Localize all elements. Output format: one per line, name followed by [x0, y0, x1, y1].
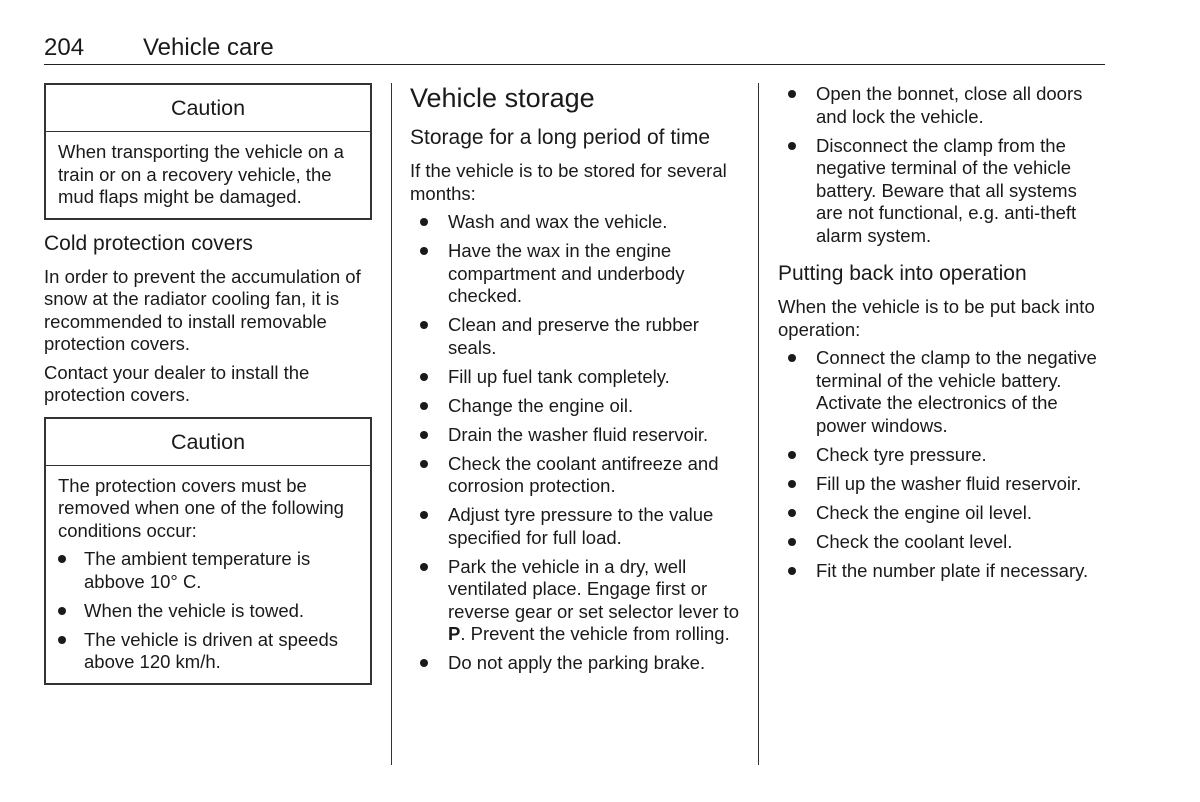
page-header — [44, 34, 1105, 65]
operation-list — [778, 347, 1108, 582]
list-item: Drain the washer fluid reservoir. — [410, 424, 750, 447]
list-item: The vehicle is driven at speeds above 120 km/h. — [58, 629, 358, 674]
item-text: . Prevent the vehicle from rolling. — [460, 623, 730, 644]
gear-symbol: P — [448, 623, 461, 644]
list-item: Disconnect the clamp from the negative terminal of the vehicle battery. Beware that all systems are not functional, e.g. anti-theft alarm system. — [778, 135, 1108, 248]
list-item: Check the engine oil level. — [778, 502, 1108, 525]
caution-box-covers — [44, 417, 372, 685]
heading-long-storage: Storage for a long period of time — [410, 126, 711, 149]
caution-text: When transporting the vehicle on a train or on a recovery vehicle, the mud flaps might be damaged. — [58, 141, 344, 207]
list-item: Check the coolant antifreeze and corrosion protection. — [410, 453, 750, 498]
list-item: Clean and preserve the rubber seals. — [410, 314, 750, 359]
paragraph: When the vehicle is to be put back into operation: — [778, 296, 1095, 340]
list-item: Fit the number plate if necessary. — [778, 560, 1108, 583]
caution-title: Caution — [46, 419, 370, 466]
list-item: Adjust tyre pressure to the value specified for full load. — [410, 504, 750, 549]
caution-list — [58, 548, 358, 674]
storage-list-continued — [778, 83, 1108, 247]
column-divider — [391, 83, 392, 765]
paragraph: In order to prevent the accumulation of snow at the radiator cooling fan, it is recommended to install removable protection covers. — [44, 265, 361, 354]
column-divider — [758, 83, 759, 765]
list-item: Open the bonnet, close all doors and lock the vehicle. — [778, 83, 1108, 128]
caution-title: Caution — [46, 85, 370, 132]
list-item: Check the coolant level. — [778, 531, 1108, 554]
item-text: Park the vehicle in a dry, well ventilated place. Engage first or reverse gear or set selector lever to — [448, 555, 739, 622]
list-item: Have the wax in the engine compartment and underbody checked. — [410, 240, 750, 308]
list-item: Check tyre pressure. — [778, 444, 1108, 467]
list-item — [410, 556, 750, 646]
caution-text: The protection covers must be removed when one of the following conditions occur: — [58, 474, 344, 541]
column-left — [44, 83, 372, 685]
list-item: The ambient temperature is abbove 10° C. — [58, 548, 358, 593]
list-item: Fill up the washer fluid reservoir. — [778, 473, 1108, 496]
list-item: When the vehicle is towed. — [58, 600, 358, 623]
list-item: Change the engine oil. — [410, 395, 750, 418]
list-item: Wash and wax the vehicle. — [410, 211, 750, 234]
list-item: Connect the clamp to the negative terminal of the vehicle battery. Activate the electronics of the power windows. — [778, 347, 1108, 437]
heading-back-into-operation: Putting back into operation — [778, 262, 1027, 285]
heading-vehicle-storage: Vehicle storage — [410, 83, 595, 113]
list-item: Do not apply the parking brake. — [410, 652, 750, 675]
column-right — [778, 83, 1108, 582]
column-middle — [410, 83, 750, 675]
paragraph: If the vehicle is to be stored for several months: — [410, 160, 727, 204]
caution-box-transport — [44, 83, 372, 220]
paragraph: Contact your dealer to install the protection covers. — [44, 361, 310, 405]
page-number: 204 — [44, 34, 85, 61]
list-item: Fill up fuel tank completely. — [410, 366, 750, 389]
heading-cold-protection: Cold protection covers — [44, 231, 253, 255]
storage-list — [410, 211, 750, 675]
section-title: Vehicle care — [143, 34, 274, 61]
